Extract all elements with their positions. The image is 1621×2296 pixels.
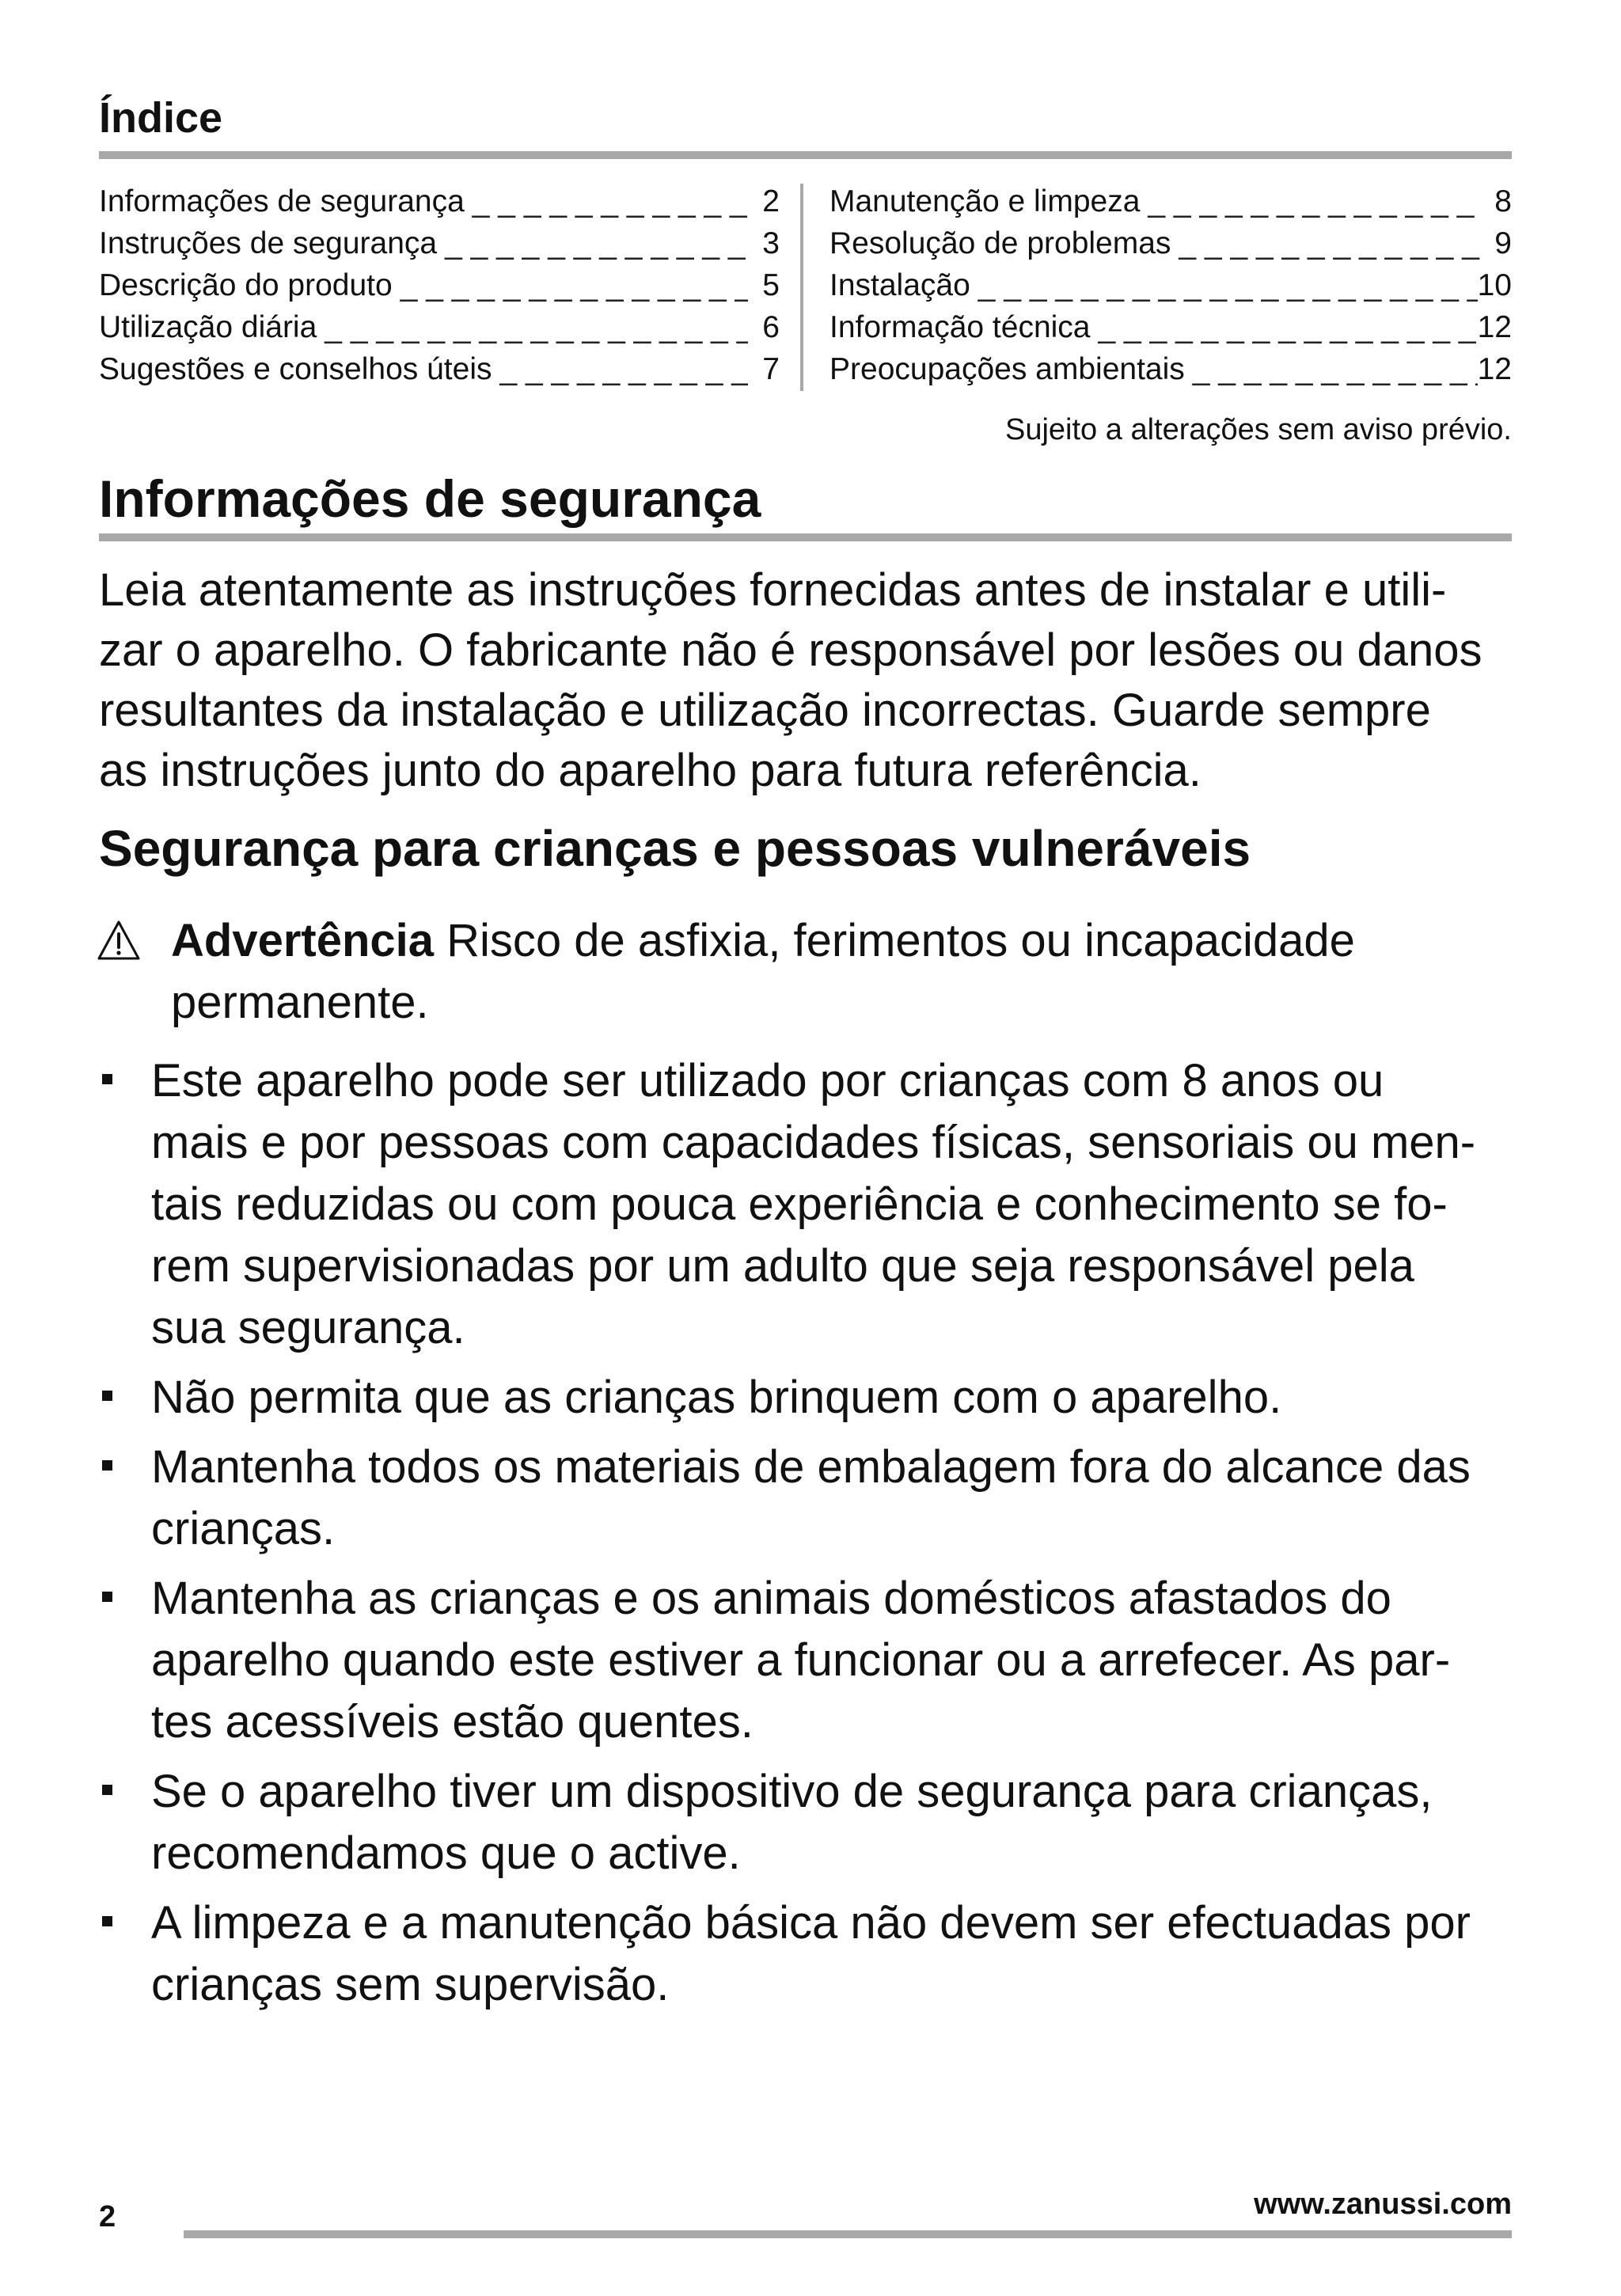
bullet-line: A limpeza e a manutenção básica não devem ser efectuadas por [151, 1897, 1471, 1949]
toc-entry-page: 6 [762, 310, 780, 344]
intro-paragraph [99, 560, 1524, 801]
bullet-square-icon [102, 1391, 112, 1401]
bullet-line: Não permita que as crianças brinquem com o aparelho. [151, 1372, 1282, 1423]
bullet-line: Se o aparelho tiver um dispositivo de segurança para crianças, [151, 1766, 1433, 1817]
toc-entry-page: 10 [1477, 268, 1512, 302]
toc-entry-page: 2 [762, 184, 780, 218]
footer-website-link[interactable]: www.zanussi.com [1254, 2188, 1512, 2221]
toc-entry[interactable] [99, 180, 780, 222]
toc-entry[interactable] [829, 306, 1512, 348]
list-item [99, 1568, 1524, 1753]
toc-entry-page: 12 [1477, 310, 1512, 344]
toc-right-column [829, 180, 1512, 390]
list-item [99, 1050, 1524, 1359]
footer-rule [184, 2230, 1512, 2238]
toc-column-divider [800, 184, 803, 391]
index-title: Índice [99, 94, 223, 142]
list-item [99, 1367, 1524, 1429]
bullet-line: Este aparelho pode ser utilizado por crianças com 8 anos ou [151, 1055, 1384, 1106]
bullet-line: sua segurança. [151, 1302, 465, 1353]
toc-entry-page: 7 [762, 352, 780, 386]
bullet-square-icon [102, 1592, 112, 1602]
bullet-square-icon [102, 1785, 112, 1795]
toc-entry-label: Manutenção e limpeza [829, 184, 1141, 218]
toc-leader [492, 348, 749, 390]
toc-leader [1185, 348, 1478, 390]
toc-entry-label: Informação técnica [829, 310, 1091, 344]
toc-entry-label: Sugestões e conselhos úteis [99, 352, 492, 386]
toc-entry[interactable] [99, 264, 780, 306]
toc-leader [1140, 180, 1480, 222]
section-rule [99, 533, 1512, 541]
toc-leader [1091, 306, 1478, 348]
toc-entry[interactable] [829, 180, 1512, 222]
warning-text: Risco de asfixia, ferimentos ou incapacidade [434, 915, 1355, 966]
toc-entry-label: Resolução de problemas [829, 226, 1171, 260]
list-item [99, 1436, 1524, 1560]
bullet-square-icon [102, 1074, 112, 1084]
toc-entry-label: Informações de segurança [99, 184, 465, 218]
bullet-line: Mantenha as crianças e os animais domésticos afastados do [151, 1573, 1391, 1624]
bullet-square-icon [102, 1916, 112, 1926]
subsection-title-children: Segurança para crianças e pessoas vulneráveis [99, 820, 1251, 877]
toc-entry[interactable] [829, 222, 1512, 264]
list-item [99, 1761, 1524, 1884]
toc-leader [437, 222, 748, 264]
toc-leader [465, 180, 748, 222]
bullet-line: recomendamos que o active. [151, 1827, 741, 1879]
intro-line: zar o aparelho. O fabricante não é responsável por lesões ou danos [99, 624, 1482, 676]
toc-entry[interactable] [99, 348, 780, 390]
warning-line [97, 910, 1521, 972]
toc-entry-label: Preocupações ambientais [829, 352, 1185, 386]
toc-entry-label: Instalação [829, 268, 970, 302]
warning-block [97, 910, 1521, 1034]
warning-triangle-icon [97, 920, 141, 961]
toc-leader [1171, 222, 1480, 264]
toc-leader [393, 264, 748, 306]
toc-leader [317, 306, 748, 348]
bullet-line: mais e por pessoas com capacidades físicas, sensoriais ou men- [151, 1117, 1476, 1168]
toc-entry-page: 12 [1477, 352, 1512, 386]
toc-leader [970, 264, 1478, 306]
intro-line: as instruções junto do aparelho para futura referência. [99, 745, 1202, 796]
warning-label: Advertência [171, 915, 435, 966]
toc-entry-label: Descrição do produto [99, 268, 393, 302]
toc-left-column [99, 180, 780, 390]
intro-line: Leia atentamente as instruções fornecidas antes de instalar e utili- [99, 564, 1447, 616]
warning-line: permanente. [171, 977, 429, 1028]
bullet-line: tes acessíveis estão quentes. [151, 1696, 754, 1748]
list-item [99, 1892, 1524, 2016]
page-number: 2 [99, 2200, 116, 2233]
toc-entry[interactable] [829, 264, 1512, 306]
toc-entry-page: 5 [762, 268, 780, 302]
toc-entry[interactable] [99, 222, 780, 264]
bullet-square-icon [102, 1460, 112, 1471]
toc-entry[interactable] [99, 306, 780, 348]
bullet-line: crianças. [151, 1503, 336, 1554]
toc-entry[interactable] [829, 348, 1512, 390]
intro-line: resultantes da instalação e utilização incorrectas. Guarde sempre [99, 685, 1431, 736]
toc-entry-page: 8 [1494, 184, 1512, 218]
bullet-line: Mantenha todos os materiais de embalagem fora do alcance das [151, 1441, 1471, 1493]
toc-entry-label: Instruções de segurança [99, 226, 438, 260]
toc-entry-page: 9 [1494, 226, 1512, 260]
bullet-line: rem supervisionadas por um adulto que seja responsável pela [151, 1240, 1414, 1292]
section-title-safety: Informações de segurança [99, 469, 761, 528]
subject-to-change-note: Sujeito a alterações sem aviso prévio. [1005, 413, 1512, 446]
toc-entry-label: Utilização diária [99, 310, 317, 344]
index-rule [99, 151, 1512, 159]
safety-bullet-list [99, 1050, 1524, 2024]
bullet-line: tais reduzidas ou com pouca experiência e conhecimento se fo- [151, 1178, 1448, 1230]
bullet-line: aparelho quando este estiver a funcionar ou a arrefecer. As par- [151, 1634, 1451, 1686]
toc-entry-page: 3 [762, 226, 780, 260]
bullet-line: crianças sem supervisão. [151, 1959, 670, 2010]
